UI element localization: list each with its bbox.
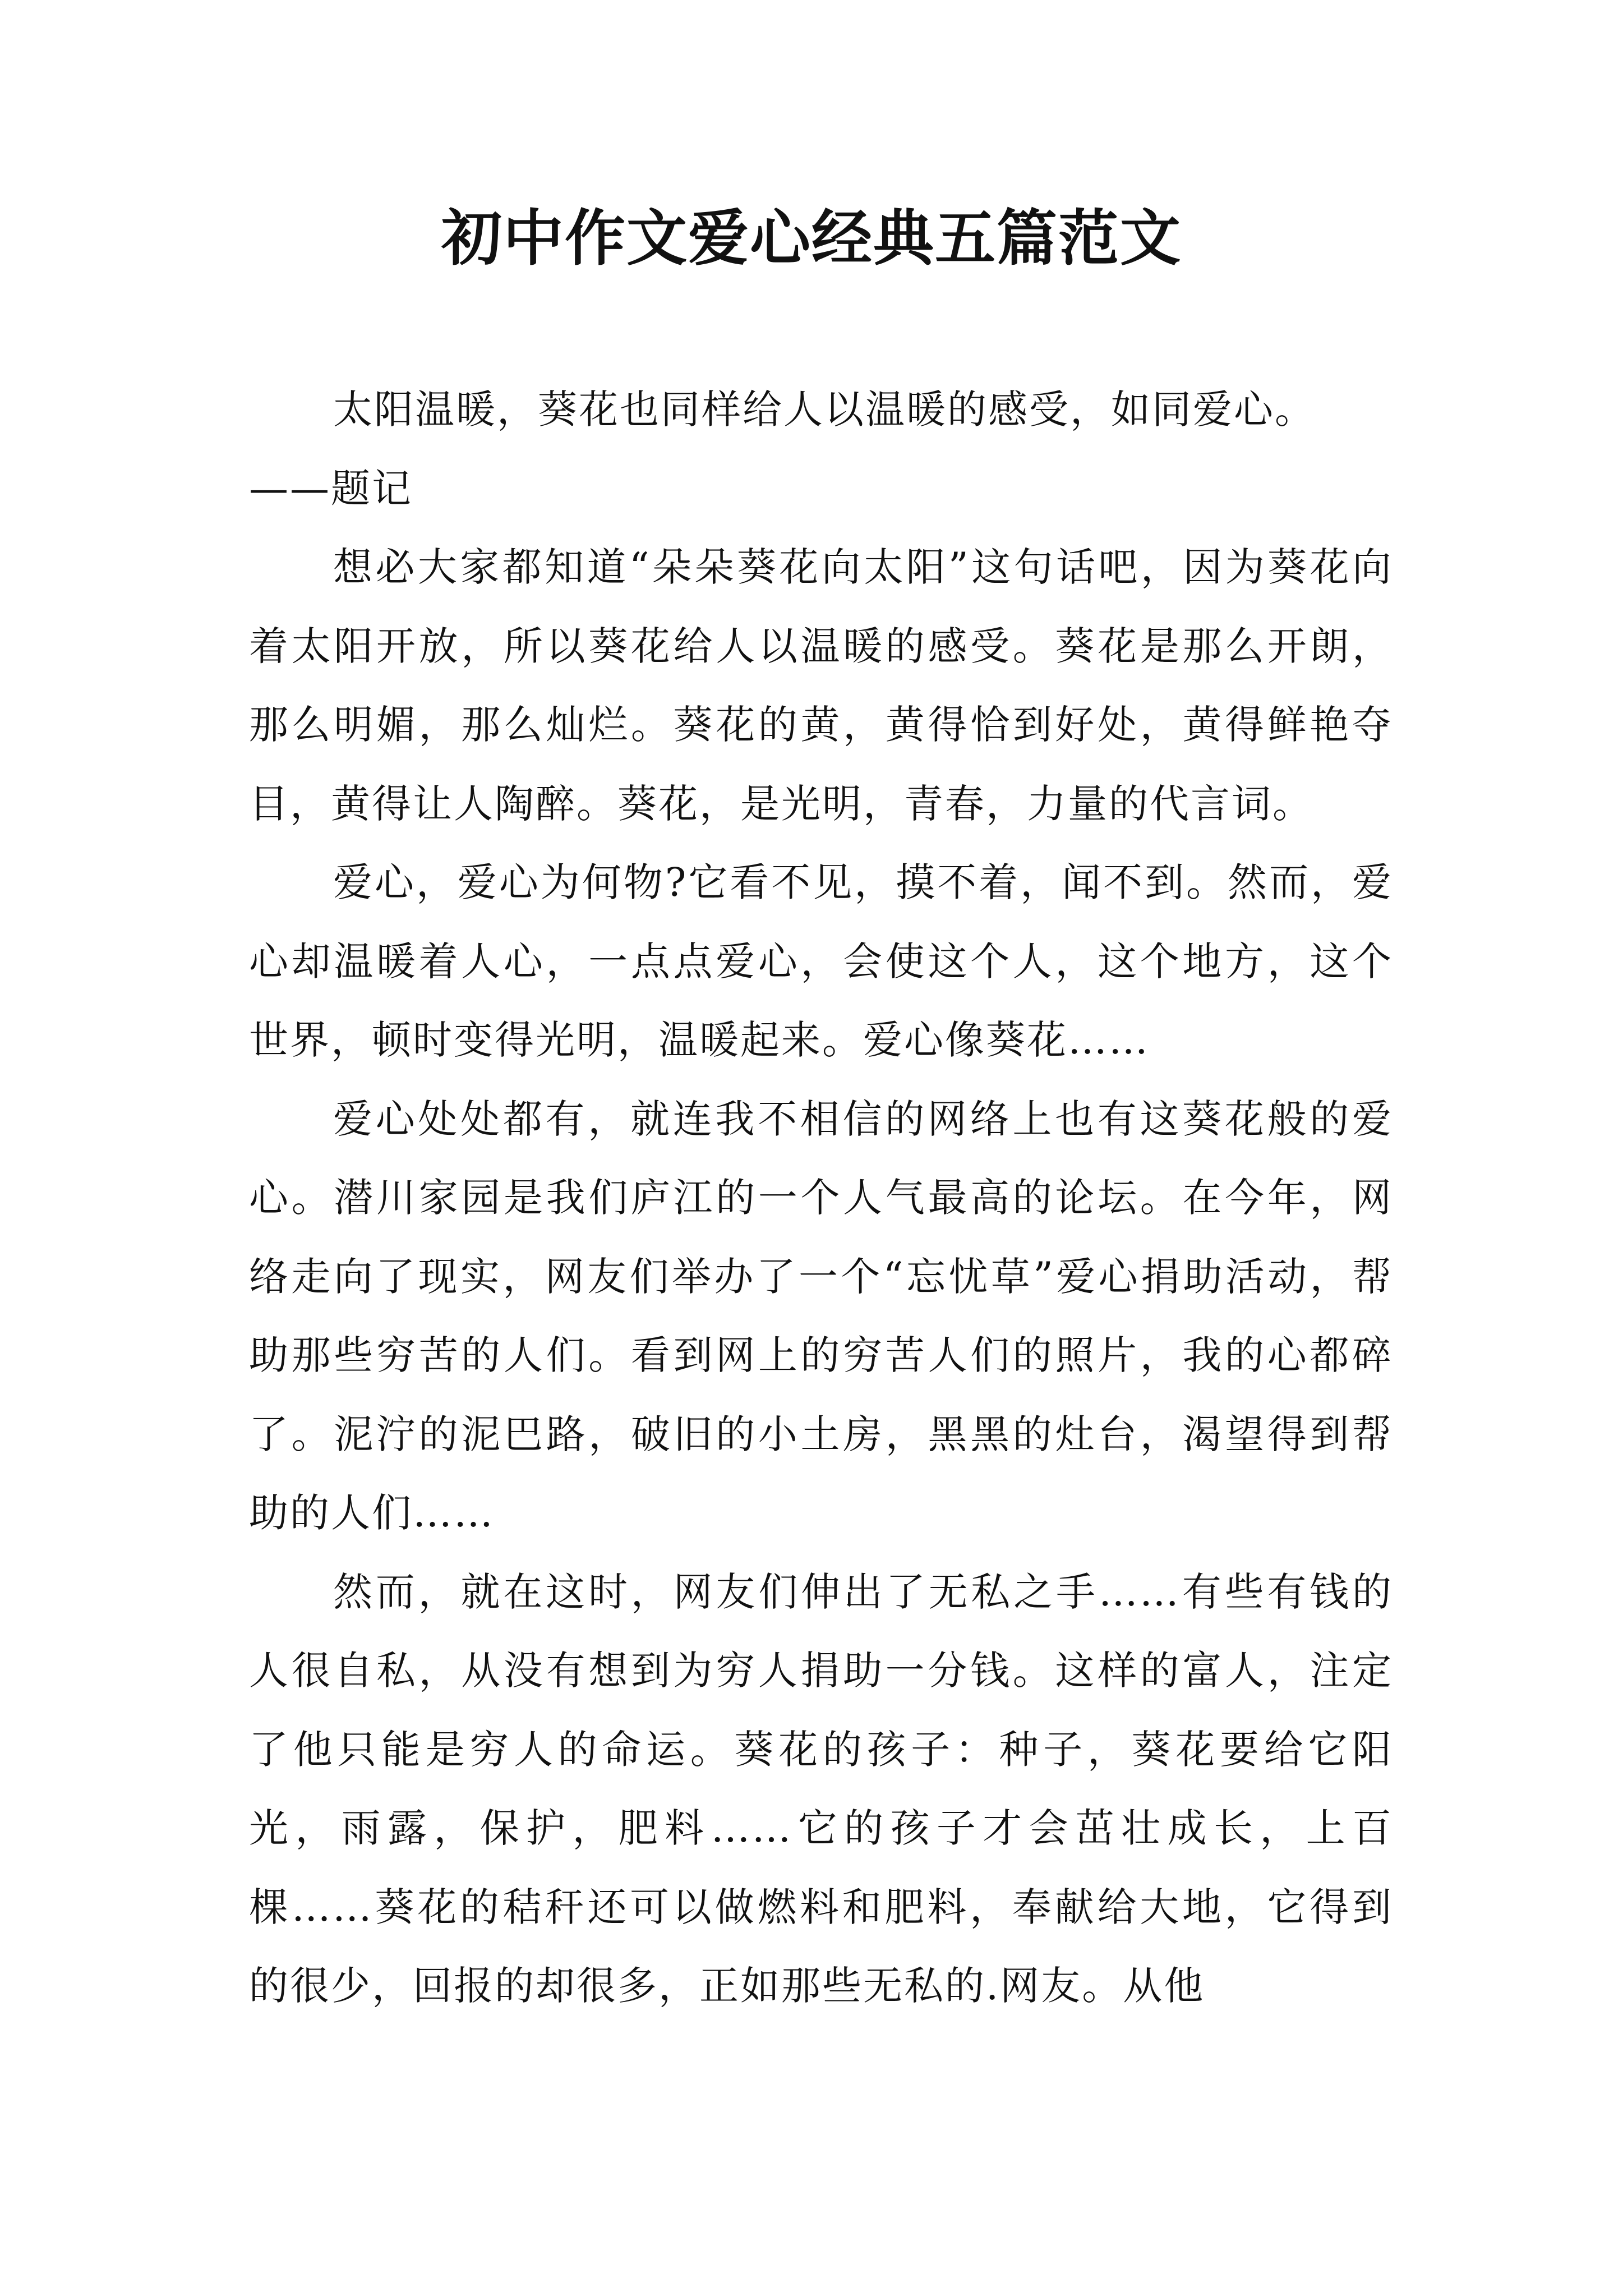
epigraph-paragraph: 太阳温暖，葵花也同样给人以温暖的感受，如同爱心。 (333, 386, 1316, 432)
body-paragraph-2: 爱心，爱心为何物?它看不见，摸不着，闻不到。然而，爱心却温暖着人心，一点点爱心，会使这个人，这个地方，这个世界，顿时变得光明，温暖起来。爱心像葵花…… (249, 859, 1393, 1063)
body-paragraph-3: 爱心处处都有，就连我不相信的网络上也有这葵花般的爱心。潜川家园是我们庐江的一个人气最高的论坛。在今年，网络走向了现实，网友们举办了一个“忘忧草”爱心捐助活动，帮助那些穷苦的人们。看到网上的穷苦人们的照片，我的心都碎了。泥泞的泥巴路，破旧的小土房，黑黑的灶台，渴望得到帮助的人们…… (249, 1096, 1393, 1536)
document-body (249, 370, 1393, 2026)
body-paragraph-4: 然而，就在这时，网友们伸出了无私之手……有些有钱的人很自私，从没有想到为穷人捐助一分钱。这样的富人，注定了他只能是穷人的命运。葵花的孩子：种子，葵花要给它阳光，雨露，保护，肥料……它的孩子才会茁壮成长，上百棵……葵花的秸秆还可以做燃料和肥料，奉献给大地，它得到的很少，回报的却很多，正如那些无私的.网友。从他 (249, 1568, 1393, 2009)
body-paragraph-1: 想必大家都知道“朵朵葵花向太阳”这句话吧，因为葵花向着太阳开放，所以葵花给人以温暖的感受。葵花是那么开朗，那么明媚，那么灿烂。葵花的黄，黄得恰到好处，黄得鲜艳夺目，黄得让人陶醉。葵花，是光明，青春，力量的代言词。 (249, 544, 1393, 827)
epigraph-attribution: ——题记 (249, 465, 413, 512)
document-title: 初中作文爱心经典五篇范文 (441, 203, 1182, 274)
